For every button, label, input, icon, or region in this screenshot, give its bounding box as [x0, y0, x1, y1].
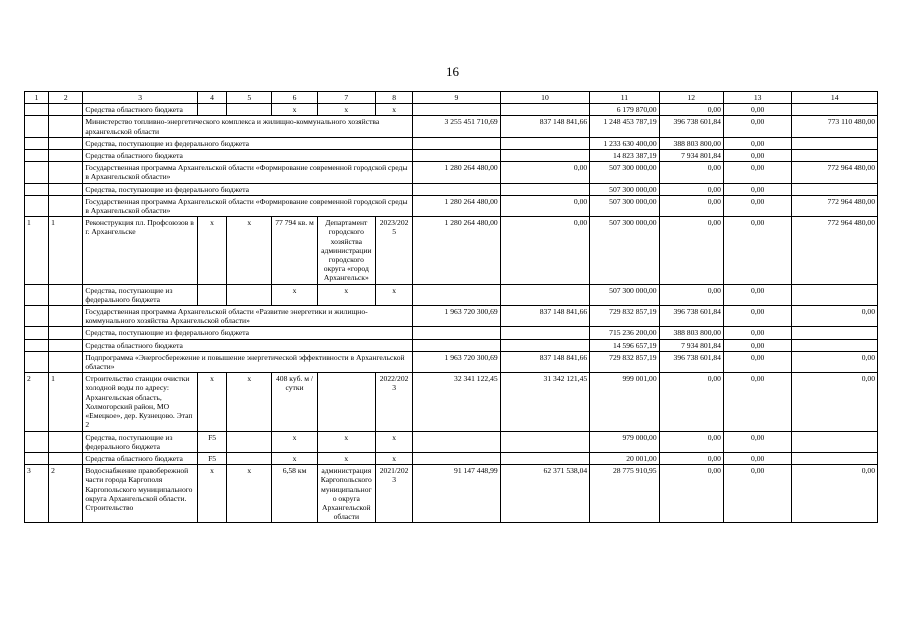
col11-cell: 507 300 000,00 — [590, 217, 659, 284]
col7-cell: х — [317, 104, 375, 116]
table-row — [25, 183, 878, 195]
table-row — [25, 373, 878, 431]
col9-cell — [413, 327, 501, 339]
col9-cell — [413, 284, 501, 305]
empty-cell — [49, 116, 83, 137]
col11-cell: 6 179 870,00 — [590, 104, 659, 116]
col14-cell — [792, 104, 878, 116]
col10-cell: 837 148 841,66 — [500, 351, 590, 372]
col8-cell: х — [375, 104, 412, 116]
table-row — [25, 306, 878, 327]
col-header: 13 — [723, 92, 791, 104]
table-row — [25, 137, 878, 149]
table-row — [25, 327, 878, 339]
col9-cell — [413, 452, 501, 464]
col9-cell: 3 255 451 710,69 — [413, 116, 501, 137]
col10-cell: 31 342 121,45 — [500, 373, 590, 431]
empty-cell — [25, 327, 49, 339]
col-header: 12 — [659, 92, 723, 104]
item-name: Реконструкция пл. Профсоюзов в г. Архангельске — [83, 217, 198, 284]
empty-cell — [25, 284, 49, 305]
empty-cell — [49, 137, 83, 149]
col12-cell: 0,00 — [659, 452, 723, 464]
col14-cell — [792, 183, 878, 195]
col11-cell: 14 823 387,19 — [590, 150, 659, 162]
col-header: 1 — [25, 92, 49, 104]
col4-cell: х — [198, 217, 227, 284]
col12-cell: 396 738 601,84 — [659, 116, 723, 137]
empty-cell — [49, 351, 83, 372]
col11-cell: 715 236 200,00 — [590, 327, 659, 339]
col12-cell: 0,00 — [659, 195, 723, 216]
col14-cell: 0,00 — [792, 351, 878, 372]
col10-cell — [500, 452, 590, 464]
col14-cell: 773 110 480,00 — [792, 116, 878, 137]
col14-cell — [792, 137, 878, 149]
empty-cell — [25, 306, 49, 327]
empty-cell — [49, 339, 83, 351]
col13-cell: 0,00 — [723, 465, 791, 523]
col9-cell — [413, 183, 501, 195]
col6-cell: х — [272, 104, 317, 116]
empty-cell — [49, 195, 83, 216]
col12-cell: 0,00 — [659, 465, 723, 523]
item-number: 2 — [25, 373, 49, 431]
row-label: Средства, поступающие из федерального бюджета — [83, 431, 198, 452]
empty-cell — [25, 195, 49, 216]
row-label: Средства областного бюджета — [83, 104, 198, 116]
col12-cell: 0,00 — [659, 284, 723, 305]
col11-cell: 14 596 657,19 — [590, 339, 659, 351]
empty-cell — [198, 104, 227, 116]
capacity-cell: 6,58 км — [272, 465, 317, 523]
col13-cell: 0,00 — [723, 183, 791, 195]
empty-cell — [25, 162, 49, 183]
col10-cell — [500, 284, 590, 305]
col14-cell: 0,00 — [792, 306, 878, 327]
row-label: Подпрограмма «Энергосбережение и повышение энергетической эффективности в Архангельской области» — [83, 351, 413, 372]
col10-cell: 837 148 841,66 — [500, 306, 590, 327]
empty-cell — [49, 284, 83, 305]
table-row — [25, 150, 878, 162]
col-header: 8 — [375, 92, 412, 104]
col11-cell: 729 832 857,19 — [590, 306, 659, 327]
col10-cell — [500, 104, 590, 116]
col-header: 5 — [227, 92, 272, 104]
col4-cell: F5 — [198, 431, 227, 452]
col11-cell: 507 300 000,00 — [590, 183, 659, 195]
empty-cell — [49, 183, 83, 195]
row-label: Средства областного бюджета — [83, 452, 198, 464]
col14-cell — [792, 327, 878, 339]
col14-cell — [792, 452, 878, 464]
table-row — [25, 162, 878, 183]
empty-cell — [25, 339, 49, 351]
col-header: 7 — [317, 92, 375, 104]
col10-cell — [500, 339, 590, 351]
col12-cell: 0,00 — [659, 373, 723, 431]
col-header: 2 — [49, 92, 83, 104]
col9-cell: 1 963 720 300,69 — [413, 351, 501, 372]
responsible-cell: администрация Каргопольского муниципального округа Архангельской области — [317, 465, 375, 523]
empty-cell — [49, 150, 83, 162]
row-label: Средства областного бюджета — [83, 150, 413, 162]
col-header: 9 — [413, 92, 501, 104]
table-row — [25, 339, 878, 351]
col9-cell: 1 280 264 480,00 — [413, 162, 501, 183]
col14-cell — [792, 339, 878, 351]
col-header: 3 — [83, 92, 198, 104]
col14-cell: 772 964 480,00 — [792, 162, 878, 183]
item-number: 1 — [25, 217, 49, 284]
row-label: Государственная программа Архангельской области «Развитие энергетики и жилищно-коммунального хозяйства Архангельской области» — [83, 306, 413, 327]
col12-cell: 7 934 801,84 — [659, 339, 723, 351]
col10-cell: 0,00 — [500, 217, 590, 284]
col13-cell: 0,00 — [723, 284, 791, 305]
item-subnumber: 1 — [49, 217, 83, 284]
empty-cell — [49, 452, 83, 464]
col-header: 6 — [272, 92, 317, 104]
col8-cell: х — [375, 452, 412, 464]
col8-cell: х — [375, 284, 412, 305]
col6-cell: х — [272, 452, 317, 464]
empty-cell — [25, 104, 49, 116]
col10-cell: 0,00 — [500, 162, 590, 183]
page-number: 16 — [446, 64, 459, 79]
empty-cell — [49, 306, 83, 327]
col14-cell — [792, 431, 878, 452]
col5-cell: х — [227, 465, 272, 523]
item-subnumber: 1 — [49, 373, 83, 431]
col5-cell: х — [227, 373, 272, 431]
table-row — [25, 116, 878, 137]
row-label: Средства, поступающие из федерального бюджета — [83, 327, 413, 339]
col9-cell — [413, 104, 501, 116]
col13-cell: 0,00 — [723, 195, 791, 216]
table-row — [25, 431, 878, 452]
empty-cell — [227, 452, 272, 464]
col9-cell — [413, 431, 501, 452]
col13-cell: 0,00 — [723, 150, 791, 162]
item-name: Водоснабжение правобережной части города Каргополя Каргопольского муниципального округа Архангельской области. Строительство — [83, 465, 198, 523]
col7-cell: х — [317, 284, 375, 305]
col-header: 14 — [792, 92, 878, 104]
col13-cell: 0,00 — [723, 217, 791, 284]
item-number: 3 — [25, 465, 49, 523]
row-label: Министерство топливно-энергетического комплекса и жилищно-коммунального хозяйства архангельской области — [83, 116, 413, 137]
col11-cell: 507 300 000,00 — [590, 195, 659, 216]
col11-cell: 28 775 910,95 — [590, 465, 659, 523]
empty-cell — [25, 137, 49, 149]
responsible-cell — [317, 373, 375, 431]
table-body — [25, 92, 878, 523]
col9-cell: 1 280 264 480,00 — [413, 217, 501, 284]
col4-cell: F5 — [198, 452, 227, 464]
row-label: Государственная программа Архангельской области «Формирование современной городской среды в Архангельской области» — [83, 195, 413, 216]
item-subnumber: 2 — [49, 465, 83, 523]
col12-cell: 388 803 800,00 — [659, 327, 723, 339]
col-header: 11 — [590, 92, 659, 104]
col5-cell: х — [227, 217, 272, 284]
empty-cell — [49, 162, 83, 183]
col11-cell: 507 300 000,00 — [590, 162, 659, 183]
col9-cell: 91 147 448,99 — [413, 465, 501, 523]
col11-cell: 1 233 630 400,00 — [590, 137, 659, 149]
col11-cell: 507 300 000,00 — [590, 284, 659, 305]
col10-cell — [500, 137, 590, 149]
col11-cell: 1 248 453 787,19 — [590, 116, 659, 137]
col12-cell: 388 803 800,00 — [659, 137, 723, 149]
col-header: 10 — [500, 92, 590, 104]
col13-cell: 0,00 — [723, 339, 791, 351]
col10-cell: 0,00 — [500, 195, 590, 216]
col14-cell: 0,00 — [792, 373, 878, 431]
col13-cell: 0,00 — [723, 137, 791, 149]
responsible-cell: Департамент городского хозяйства администрации городского округа «город Архангельск» — [317, 217, 375, 284]
table-row — [25, 284, 878, 305]
col10-cell — [500, 431, 590, 452]
empty-cell — [25, 116, 49, 137]
empty-cell — [227, 104, 272, 116]
empty-cell — [227, 431, 272, 452]
row-label: Средства, поступающие из федерального бюджета — [83, 183, 413, 195]
col6-cell: х — [272, 431, 317, 452]
col10-cell — [500, 150, 590, 162]
col9-cell: 32 341 122,45 — [413, 373, 501, 431]
col10-cell — [500, 183, 590, 195]
capacity-cell: 77 794 кв. м — [272, 217, 317, 284]
col4-cell — [198, 284, 227, 305]
col11-cell: 729 832 857,19 — [590, 351, 659, 372]
col11-cell: 999 001,00 — [590, 373, 659, 431]
col9-cell — [413, 150, 501, 162]
row-label: Средства, поступающие из федерального бюджета — [83, 284, 198, 305]
empty-cell — [49, 431, 83, 452]
col12-cell: 0,00 — [659, 104, 723, 116]
col10-cell — [500, 327, 590, 339]
col4-cell: х — [198, 465, 227, 523]
capacity-cell: 408 куб. м / сутки — [272, 373, 317, 431]
col13-cell: 0,00 — [723, 306, 791, 327]
empty-cell — [227, 284, 272, 305]
col14-cell: 0,00 — [792, 465, 878, 523]
col4-cell: х — [198, 373, 227, 431]
col11-cell: 20 001,00 — [590, 452, 659, 464]
col13-cell: 0,00 — [723, 431, 791, 452]
col12-cell: 396 738 601,84 — [659, 351, 723, 372]
empty-cell — [49, 327, 83, 339]
table-row — [25, 217, 878, 284]
empty-cell — [25, 452, 49, 464]
column-number-row — [25, 92, 878, 104]
period-cell: 2021/2023 — [375, 465, 412, 523]
row-label: Средства областного бюджета — [83, 339, 413, 351]
col13-cell: 0,00 — [723, 104, 791, 116]
col10-cell: 837 148 841,66 — [500, 116, 590, 137]
col14-cell — [792, 150, 878, 162]
row-label: Государственная программа Архангельской области «Формирование современной городской среды в Архангельской области» — [83, 162, 413, 183]
row-label: Средства, поступающие из федерального бюджета — [83, 137, 413, 149]
empty-cell — [25, 183, 49, 195]
empty-cell — [49, 104, 83, 116]
col10-cell: 62 371 538,04 — [500, 465, 590, 523]
col12-cell: 0,00 — [659, 431, 723, 452]
empty-cell — [25, 431, 49, 452]
empty-cell — [25, 150, 49, 162]
table-row — [25, 351, 878, 372]
col14-cell: 772 964 480,00 — [792, 217, 878, 284]
table-row — [25, 452, 878, 464]
period-cell: 2023/2025 — [375, 217, 412, 284]
col7-cell: х — [317, 431, 375, 452]
empty-cell — [25, 351, 49, 372]
table-row — [25, 104, 878, 116]
col11-cell: 979 000,00 — [590, 431, 659, 452]
table-row — [25, 465, 878, 523]
col14-cell — [792, 284, 878, 305]
col13-cell: 0,00 — [723, 327, 791, 339]
col14-cell: 772 964 480,00 — [792, 195, 878, 216]
item-name: Строительство станции очистки холодной воды по адресу: Архангельская область, Холмогорский район, МО «Емецкое», дер. Кузнецово. Этап 2 — [83, 373, 198, 431]
col13-cell: 0,00 — [723, 162, 791, 183]
col8-cell: х — [375, 431, 412, 452]
col9-cell — [413, 137, 501, 149]
col13-cell: 0,00 — [723, 351, 791, 372]
col12-cell: 0,00 — [659, 183, 723, 195]
col12-cell: 396 738 601,84 — [659, 306, 723, 327]
col13-cell: 0,00 — [723, 116, 791, 137]
col12-cell: 0,00 — [659, 217, 723, 284]
col12-cell: 7 934 801,84 — [659, 150, 723, 162]
col7-cell: х — [317, 452, 375, 464]
col9-cell: 1 280 264 480,00 — [413, 195, 501, 216]
col-header: 4 — [198, 92, 227, 104]
budget-table — [24, 91, 878, 523]
col9-cell: 1 963 720 300,69 — [413, 306, 501, 327]
col12-cell: 0,00 — [659, 162, 723, 183]
period-cell: 2022/2023 — [375, 373, 412, 431]
col9-cell — [413, 339, 501, 351]
col6-cell: х — [272, 284, 317, 305]
table-row — [25, 195, 878, 216]
col13-cell: 0,00 — [723, 452, 791, 464]
col13-cell: 0,00 — [723, 373, 791, 431]
